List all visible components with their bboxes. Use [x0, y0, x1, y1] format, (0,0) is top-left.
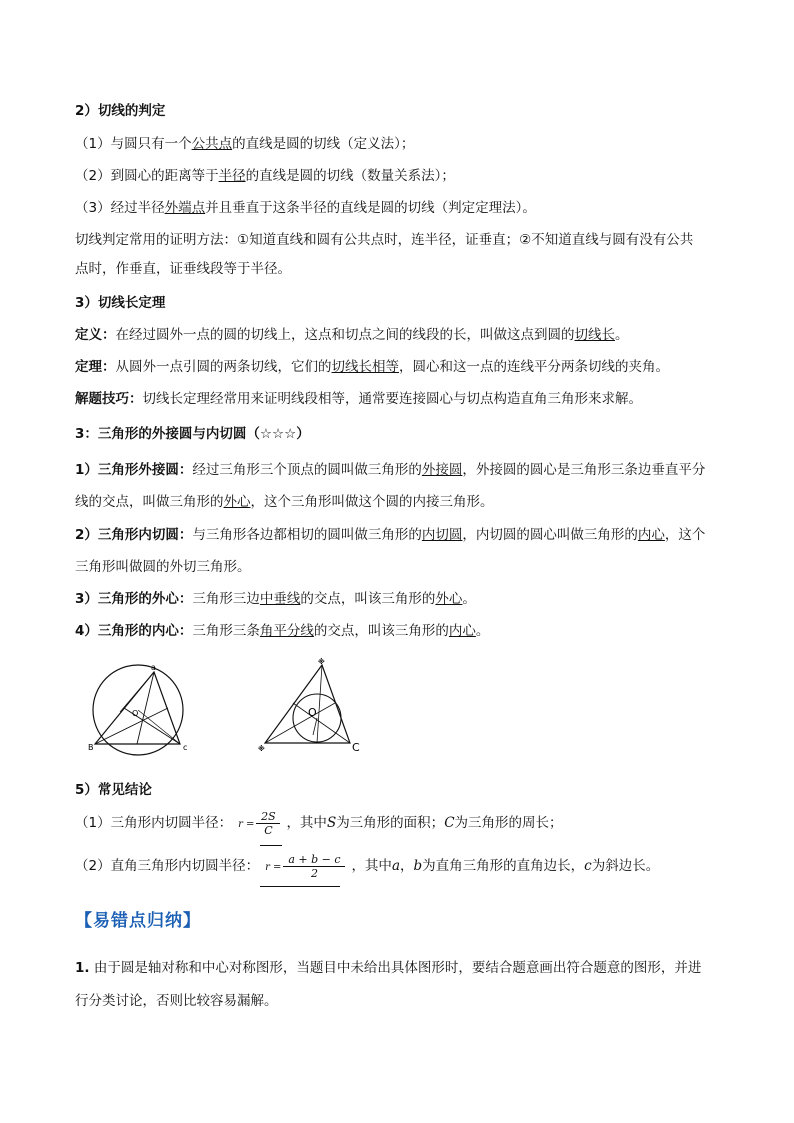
- var-s: S: [326, 815, 337, 831]
- underlined-term: 外心: [435, 591, 463, 607]
- var-c: c: [584, 858, 592, 874]
- denominator: C: [256, 823, 280, 837]
- underlined-term: 外心: [223, 494, 251, 510]
- paragraph-definition: [75, 325, 629, 345]
- text: 与三角形各边都相切的圆叫做三角形的: [192, 527, 422, 543]
- paragraph-method-line2: 点时，作垂直，证垂线段等于半径。: [75, 261, 291, 277]
- formula-r: r =: [238, 819, 255, 830]
- label: 定义：: [75, 327, 116, 343]
- paragraph-method-line1: 切线判定常用的证明方法：①知道直线和圆有公共点时，连半径，证垂直；②不知道直线与圆有没有公共: [75, 232, 694, 248]
- section-title-circumcircle-incircle: 3：三角形的外接圆与内切圆（☆☆☆）: [75, 426, 310, 442]
- vertex-label-b: B: [88, 743, 94, 752]
- text: 经过三角形三个顶点的圆叫做三角形的: [192, 462, 422, 478]
- paragraph-circumcircle-line1: [75, 460, 705, 480]
- paragraph-mistake-line2: 行分类讨论，否则比较容易漏解。: [75, 993, 278, 1009]
- text: ，: [400, 858, 414, 874]
- underlined-term: 角平分线: [259, 623, 314, 639]
- underlined-term: 外接圆: [421, 462, 463, 478]
- text: （1）三角形内切圆半径：: [75, 815, 233, 831]
- label: 定理：: [75, 359, 116, 375]
- underlined-term: 公共点: [191, 136, 233, 152]
- paragraph-tip: [75, 389, 642, 409]
- text: 为直角三角形的直角边长，: [422, 858, 585, 874]
- text: ，外接圆的圆心是三角形三条边垂直平分: [462, 462, 706, 478]
- vertex-label-a: a: [151, 663, 156, 672]
- paragraph-item-2: [75, 166, 455, 186]
- section-title-common-mistakes: 【易错点归纳】: [75, 911, 201, 931]
- center-label-o: O: [308, 706, 317, 719]
- angle-bisector: [317, 665, 322, 743]
- section-title-common-conclusions: 5）常见结论: [75, 782, 152, 798]
- vertex-label-c: c: [183, 743, 188, 752]
- label: 1）三角形外接圆：: [75, 462, 193, 478]
- text: （1）与圆只有一个: [75, 136, 192, 152]
- text: ，其中: [286, 815, 327, 831]
- var-a: a: [391, 858, 400, 874]
- text: 为三角形的周长；: [454, 815, 563, 831]
- text: 的直线是圆的切线（定义法）；: [232, 136, 415, 152]
- paragraph-item-1: [75, 134, 414, 154]
- paragraph-incircle-line2: 三角形叫做圆的外切三角形。: [75, 559, 251, 575]
- text: 三角形三条: [192, 623, 260, 639]
- paragraph-item-3: [75, 198, 536, 218]
- text: 为三角形的面积；: [336, 815, 445, 831]
- text: ，其中: [351, 858, 392, 874]
- formula-right-triangle-incircle-radius: [75, 851, 659, 891]
- text: 切线长定理经常用来证明线段相等，通常要连接圆心与切点构造直角三角形来求解。: [142, 391, 642, 407]
- paragraph-incenter: [75, 621, 489, 641]
- text: 为斜边长。: [591, 858, 660, 874]
- section-title-tangent-length: 3）切线长定理: [75, 295, 166, 311]
- formula-fraction: [283, 853, 345, 880]
- section-title-tangent-determination: 2）切线的判定: [75, 103, 166, 119]
- text: 线的交点，叫做三角形的: [75, 494, 224, 510]
- text: （3）经过半径: [75, 200, 165, 216]
- vertex-label-b-glyph: ※: [258, 745, 265, 753]
- underlined-term: 内切圆: [421, 527, 463, 543]
- paragraph-incircle-line1: [75, 525, 705, 545]
- var-c: C: [444, 815, 455, 831]
- text: 。: [462, 591, 476, 607]
- radius-line: [313, 718, 317, 735]
- angle-bisector: [265, 703, 335, 743]
- formula-incircle-radius: [75, 808, 563, 848]
- underlined-term: 内心: [637, 527, 665, 543]
- item-number: 1.: [75, 960, 90, 976]
- text: 的交点，叫该三角形的: [300, 591, 436, 607]
- text: 由于圆是轴对称和中心对称图形，当题目中未给出具体图形时，要结合题意画出符合题意的图形，并进: [93, 960, 702, 976]
- formula-underline: [260, 845, 282, 846]
- text: 从圆外一点引圆的两条切线，它们的: [115, 359, 332, 375]
- text: ，这个: [664, 527, 706, 543]
- var-b: b: [413, 858, 423, 874]
- label: 2）三角形内切圆：: [75, 527, 193, 543]
- numerator: a + b − c: [288, 852, 341, 866]
- underlined-term: 内心: [448, 623, 476, 639]
- text: 在经过圆外一点的圆的切线上，这点和切点之间的线段的长，叫做这点到圆的: [115, 327, 575, 343]
- incircle-figure: [255, 655, 375, 760]
- formula-underline: [260, 886, 340, 887]
- text: （2）直角三角形内切圆半径：: [75, 858, 260, 874]
- underlined-term: 外端点: [164, 200, 206, 216]
- label: 解题技巧：: [75, 391, 143, 407]
- underlined-term: 切线长相等: [331, 359, 399, 375]
- underlined-term: 半径: [218, 168, 246, 184]
- text: 三角形三边: [192, 591, 260, 607]
- paragraph-circumcircle-line2: [75, 492, 494, 512]
- formula-fraction: [256, 810, 280, 837]
- text: ，圆心和这一点的连线平分两条切线的夹角。: [399, 359, 669, 375]
- numerator: 2S: [261, 809, 276, 823]
- label: 3）三角形的外心：: [75, 591, 193, 607]
- text: 。: [615, 327, 629, 343]
- paragraph-mistake-line1: [75, 958, 701, 978]
- circumcircle-figure: [80, 662, 210, 762]
- formula-r: r =: [265, 862, 282, 873]
- text: （2）到圆心的距离等于: [75, 168, 219, 184]
- text: 。: [475, 623, 490, 639]
- text: 的交点，叫该三角形的: [313, 623, 449, 639]
- text: ，内切圆的圆心叫做三角形的: [462, 527, 638, 543]
- paragraph-circumcenter: [75, 589, 476, 609]
- vertex-label-c: C: [352, 741, 360, 754]
- underlined-term: 切线长: [574, 327, 615, 343]
- text: 并且垂直于这条半径的直线是圆的切线（判定定理法）。: [205, 200, 536, 216]
- text: ，这个三角形叫做这个圆的内接三角形。: [250, 494, 494, 510]
- label: 4）三角形的内心：: [75, 623, 193, 639]
- denominator: 2: [283, 866, 345, 880]
- paragraph-theorem: [75, 357, 669, 377]
- underlined-term: 中垂线: [259, 591, 301, 607]
- center-label-o: O: [132, 709, 139, 718]
- text: 的直线是圆的切线（数量关系法）；: [245, 168, 455, 184]
- vertex-label-a-glyph: ※: [318, 658, 325, 666]
